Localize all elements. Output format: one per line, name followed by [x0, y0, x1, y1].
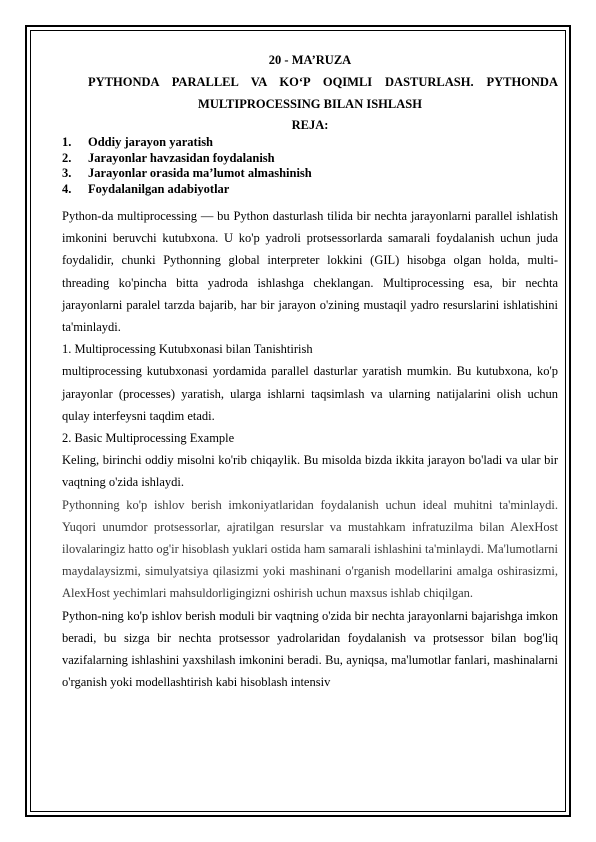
plan-item: 1. Oddiy jarayon yaratish — [62, 135, 214, 149]
plan-item: 4. Foydalanilgan adabiyotlar — [62, 181, 230, 196]
section-heading-2: 2. Basic Multiprocessing Example — [62, 431, 235, 446]
plan-list — [62, 135, 558, 197]
plan-item: 3. Jarayonlar orasida ma’lumot almashinish — [62, 166, 312, 180]
paragraph-library: multiprocessing kutubxonasi yordamida parallel dasturlar yaratish mumkin. Bu kutubxona, ko'p jarayonlar (processes) yaratish, ularga ishlarni taqsimlash va ularning natijalarini olish uchun qulay interfeysni taqdim etadi. — [62, 364, 558, 423]
paragraph-example: Keling, birinchi oddiy misolni ko'rib chiqaylik. Bu misolda bizda ikkita jarayon bo'ladi va ular bir vaqtning o'zida ishlaydi. — [62, 453, 558, 490]
plan-item: 2. Jarayonlar havzasidan foydalanish — [62, 150, 275, 165]
lecture-title: PYTHONDA PARALLEL VA KO‘P OQIMLI DASTURLASH. PYTHONDA MULTIPROCESSING BILAN ISHLASH — [88, 75, 558, 111]
lecture-number: 20 - MA’RUZA — [268, 53, 352, 67]
paragraph-module: Python-ning ko'p ishlov berish moduli bir vaqtning o'zida bir nechta jarayonlarni bajarishga imkon beradi, bu sizga bir nechta protsessor yadrolaridan foydalanish va protsessor bilan bog'liq vazifalarning ishlashini yaxshilash imkonini beradi. Bu, ayniqsa, ma'lumotlar fanlari, mashinalarni o'rganish yoki modellashtirish kabi hisoblash intensiv — [62, 608, 558, 690]
document-body — [62, 49, 558, 693]
paragraph-alexhost: Pythonning ko'p ishlov berish imkoniyatlaridan foydalanish uchun ideal muhitni ta'minlaydi. Yuqori unumdor protsessorlar, ajratilgan resurslar va mustahkam infratuzilma bilan AlexHost ilovalaringiz hatto og'ir hisoblash yuklari ostida ham samarali ishlashini ta'minlaydi. Ma'lumotlarni maydalaysizmi, simulyatsiya qilasizmi yoki mashinani o'rganish modellarini amalga oshirasizmi, AlexHost yechimlari mahsuldorligingizni oshirish uchun maxsus ishlab chiqilgan. — [62, 497, 558, 601]
section-heading-1: 1. Multiprocessing Kutubxonasi bilan Tanishtirish — [62, 342, 313, 357]
paragraph-intro: Python-da multiprocessing — bu Python dasturlash tilida bir nechta jarayonlarni parallel ishlatish imkonini beruvchi kutubxona. U ko'p yadroli protsessorlarda samarali foydalanish uchun juda foydalidir, chunki Pythonning global interpreter lokkini (GIL) hisobga olgan holda, multi-threading ko'pincha bitta yadroda ishlashga cheklangan. Multiprocessing esa, bir nechta jarayonlarni paralel tarzda bajarib, har bir jarayon o'zining mustaqil yadro resurslarini ishlatishini ta'minlaydi. — [62, 209, 558, 335]
plan-label: REJA: — [291, 118, 329, 132]
